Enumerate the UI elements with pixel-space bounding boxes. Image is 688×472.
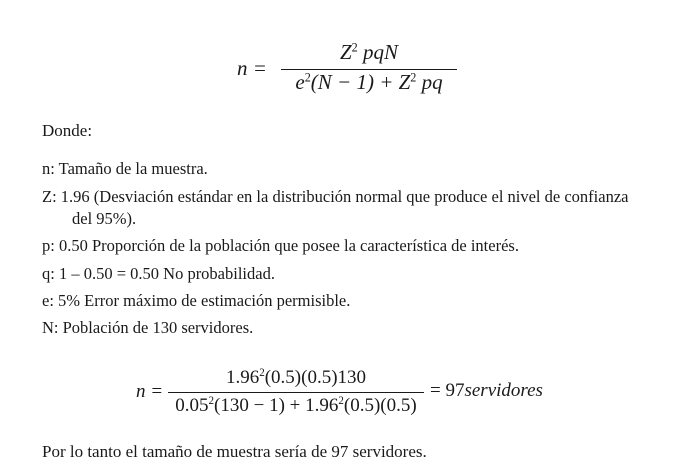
def-text: 0.50 Proporción de la población que posee la característica de interés. [54,236,519,255]
formula-lhs: n = [237,56,267,80]
calc-lhs: n = [136,381,164,402]
calc-den-a: 0.05 [175,395,209,416]
definition-n [42,157,682,181]
calc-result [430,380,543,402]
def-key: Z: [42,187,57,206]
calc-den-b: (130 − 1) + 1.96 [214,395,339,416]
formula-denominator [281,70,457,95]
num-rest: pqN [363,40,399,64]
sample-size-formula [237,40,467,100]
sample-size-calculation [136,365,566,425]
calc-den-b-exponent: 2 [338,395,344,408]
def-key: N: [42,318,59,337]
calc-num-b: (0.5)(0.5)130 [264,367,367,388]
def-text-cont: del 95%). [72,209,137,228]
def-text: Población de 130 servidores. [58,318,254,337]
def-text: Tamaño de la muestra. [54,159,208,178]
calc-den-c: (0.5)(0.5) [343,395,417,416]
def-key: n: [42,159,55,178]
formula-numerator [281,40,457,65]
def-key: q: [42,264,55,283]
num-z: Z [339,40,352,64]
calc-denominator [168,395,424,417]
definition-p [42,234,682,258]
num-exponent: 2 [351,40,358,55]
den-mid: (N − 1) + Z [310,70,411,94]
calc-result-value: = 97 [430,380,465,401]
calc-numerator [168,367,424,389]
def-key: p: [42,236,55,255]
def-text: 1 – 0.50 = 0.50 No probabilidad. [54,264,275,283]
den-z-exponent: 2 [410,70,417,85]
calc-num-a: 1.96 [225,367,260,388]
conclusion-text: Por lo tanto el tamaño de muestra sería de 97 servidores. [42,442,427,461]
den-e-exponent: 2 [304,70,311,85]
definition-z [42,185,682,209]
definition-q [42,262,682,286]
definition-N [42,316,682,340]
calc-result-unit: servidores [464,380,543,401]
calc-num-exponent: 2 [259,367,265,380]
den-e: e [295,70,305,94]
calc-den-a-exponent: 2 [208,395,215,408]
donde-label: Donde: [42,121,93,140]
def-text: 5% Error máximo de estimación permisible. [53,291,351,310]
def-text: 1.96 (Desviación estándar en la distribución normal que produce el nivel de confianza [56,187,629,206]
definition-e [42,289,682,313]
den-rest: pq [421,70,443,94]
def-key: e: [42,291,54,310]
calc-fraction-bar [168,392,424,393]
